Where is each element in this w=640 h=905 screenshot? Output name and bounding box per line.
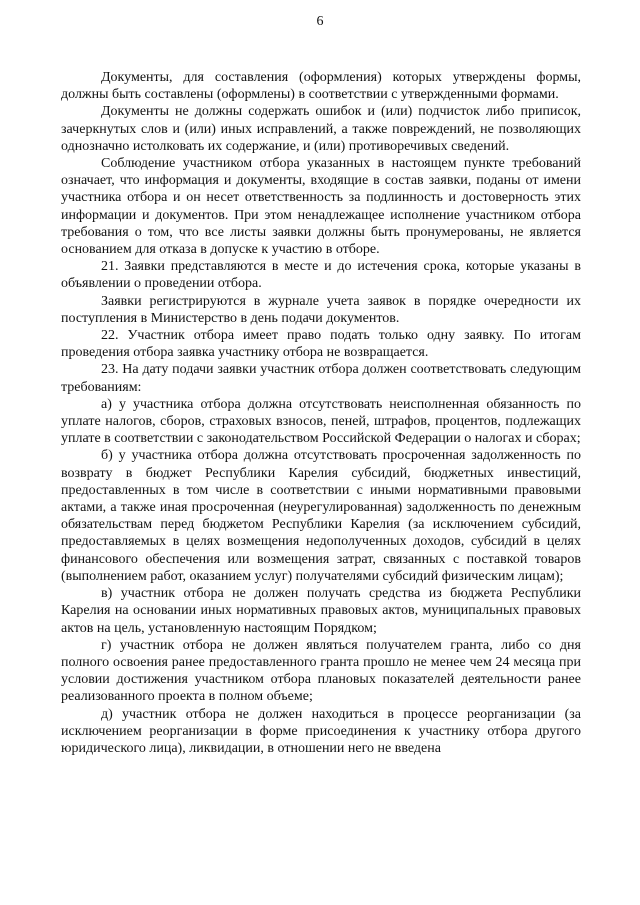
paragraph-item-22: 22. Участник отбора имеет право подать только одну заявку. По итогам проведения отбора заявка участнику отбора не возвращается.	[61, 328, 581, 361]
page-number: 6	[316, 14, 324, 29]
paragraph-compliance: Соблюдение участником отбора указанных в настоящем пункте требований означает, что информация и документы, входящие в состав заявки, поданы от имени участника отбора и он несет ответственность за подлинность и достоверность этих информации и документов. При этом ненадлежащее исполнение участником отбора требования о том, что все листы заявки должны быть пронумерованы, не является основанием для отказа в допуске к участию в отборе.	[61, 156, 581, 258]
paragraph-subitem-d: д) участник отбора не должен находиться в процессе реорганизации (за исключением реорганизации в форме присоединения к участнику отбора другого юридического лица), ликвидации, в отношении него не введена	[61, 706, 581, 756]
paragraph-subitem-a: а) у участника отбора должна отсутствовать неисполненная обязанность по уплате налогов, сборов, страховых взносов, пеней, штрафов, процентов, подлежащих уплате в соответствии с законодательством Российской Федерации о налогах и сборах;	[61, 396, 581, 447]
paragraph-registration: Заявки регистрируются в журнале учета заявок в порядке очередности их поступления в Министерство в день подачи документов.	[61, 293, 581, 326]
paragraph-item-21: 21. Заявки представляются в месте и до истечения срока, которые указаны в объявлении о проведении отбора.	[61, 259, 581, 292]
paragraph-subitem-v: в) участник отбора не должен получать средства из бюджета Республики Карелия на основании иных нормативных правовых актов, муниципальных правовых актов на цель, установленную настоящим Порядком;	[61, 586, 581, 636]
paragraph-forms: Документы, для составления (оформления) которых утверждены формы, должны быть составлены (оформлены) в соответствии с утвержденными формами.	[61, 70, 581, 103]
paragraph-no-errors: Документы не должны содержать ошибок и (или) подчисток либо приписок, зачеркнутых слов и (или) иных исправлений, а также повреждений, не позволяющих однозначно истолковать их содержание, и (или) противоречивых сведений.	[61, 104, 581, 154]
document-body	[61, 69, 581, 757]
paragraph-subitem-b: б) у участника отбора должна отсутствовать просроченная задолженность по возврату в бюджет Республики Карелия субсидий, бюджетных инвестиций, предоставленных в том числе в соответствии с иными нормативными правовыми актами, а также иная просроченная (неурегулированная) задолженность по денежным обязательствам перед бюджетом Республики Карелия (за исключением субсидий, предоставляемых в целях возмещения недополученных доходов, субсидий в целях финансового обеспечения или возмещения затрат, связанных с поставкой товаров (выполнением работ, оказанием услуг) получателями субсидий физическим лицам);	[61, 448, 581, 584]
paragraph-item-23: 23. На дату подачи заявки участник отбора должен соответствовать следующим требованиям:	[61, 362, 581, 395]
paragraph-subitem-g: г) участник отбора не должен являться получателем гранта, либо со дня полного освоения ранее предоставленного гранта прошло не менее чем 24 месяца при условии достижения участником отбора плановых показателей деятельности ранее реализованного проекта в полном объеме;	[61, 637, 581, 705]
